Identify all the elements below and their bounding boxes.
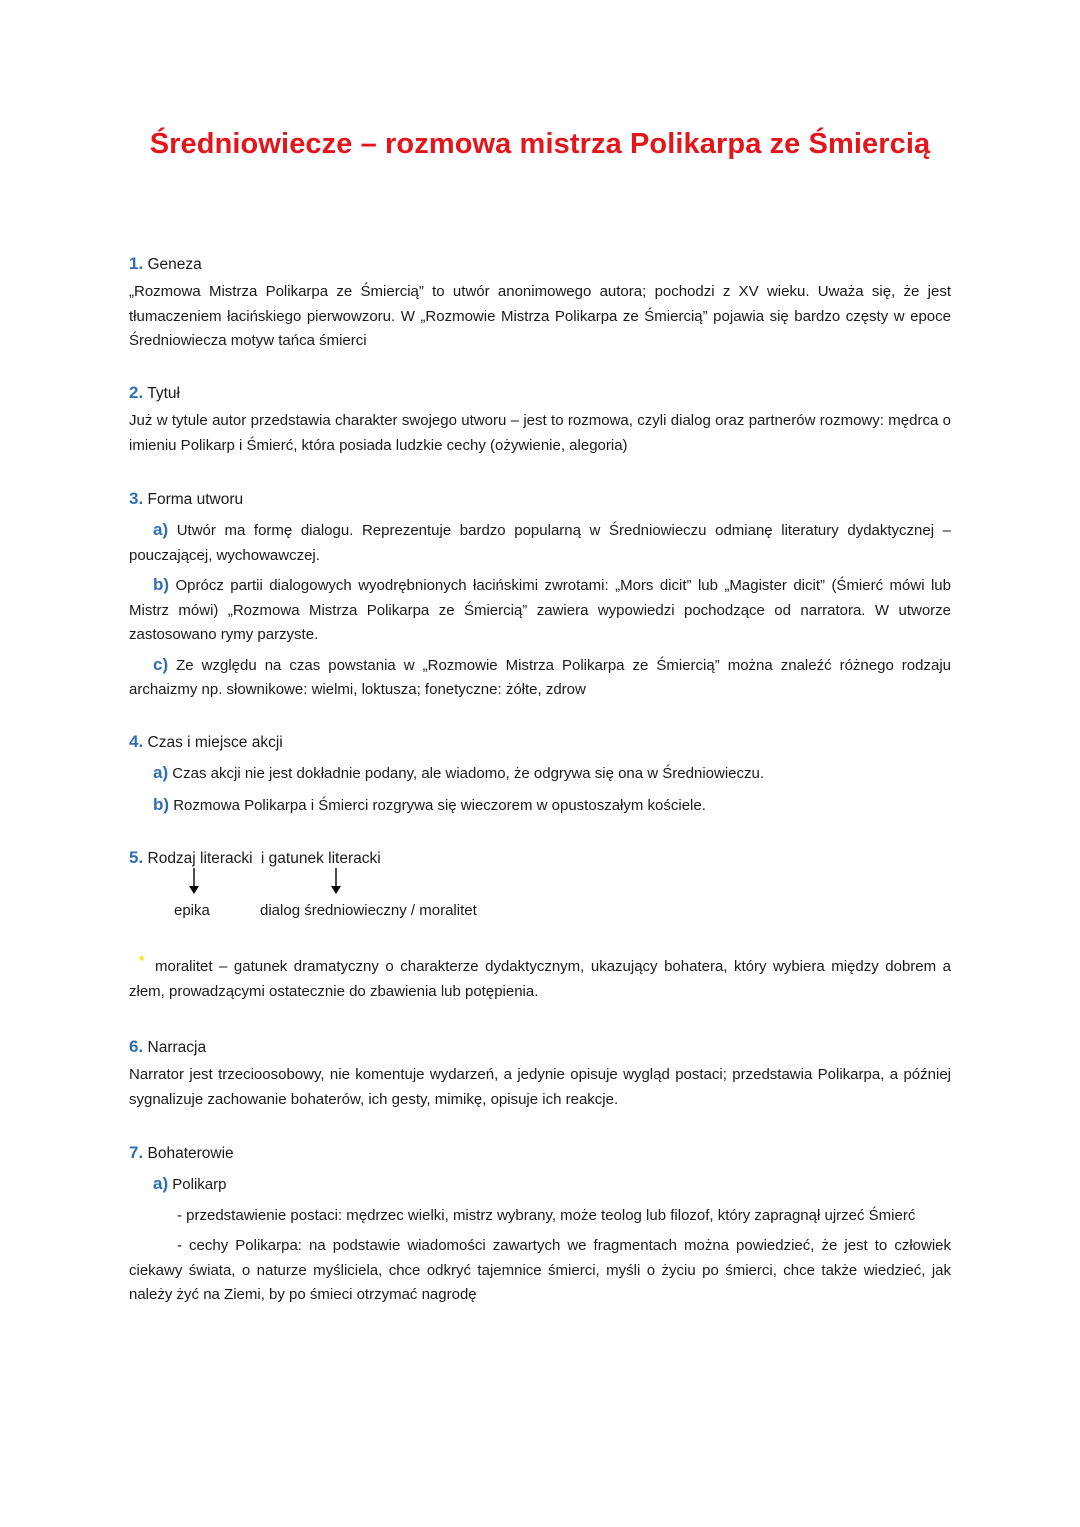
section-narracja <box>129 1037 951 1112</box>
section-number: 1. <box>129 254 144 273</box>
section-text: Narrator jest trzecioosobowy, nie komentuje wydarzeń, a jedynie opisuje wygląd postaci; przedstawia Polikarpa, a później sygnalizuje zachowanie bohaterów, ich gesty, mimikę, opisuje ich reakcje. <box>129 1066 951 1108</box>
section-title: Forma utworu <box>147 491 244 508</box>
item-letter: a) <box>153 520 169 539</box>
item-text: Oprócz partii dialogowych wyodrębnionych łacińskimi zwrotami: „Mors dicit” lub „Magister dicit” (Śmierć mówi lub Mistrz mówi) „Rozmowa Mistrza Polikarpa ze Śmiercią” zawiera wypowiedzi pochodzące od narratora. W utworze zastosowano rymy parzyste. <box>129 577 951 643</box>
list-item <box>129 761 951 787</box>
arrow-down-icon <box>187 866 201 896</box>
list-item: - cechy Polikarpa: na podstawie wiadomości zawartych we fragmentach można powiedzieć, że jest to człowiek ciekawy świata, o naturze myśliciela, chce odkryć tajemnice śmierci, myśli o życiu po śmierci, chce także wiedzieć, jak należy żyć na Ziemi, by po śmieci otrzymać nagrodę <box>129 1237 951 1303</box>
item-text: Ze względu na czas powstania w „Rozmowie Mistrza Polikarpa ze Śmiercią” można znaleźć różnego rodzaju archaizmy np. słownikowe: wielmi, loktusza; fonetyczne: żółte, zdrow <box>129 656 952 698</box>
section-forma-utworu <box>129 489 951 703</box>
item-letter: c) <box>153 654 169 674</box>
star-icon: * <box>139 952 145 968</box>
list-item <box>129 518 951 568</box>
item-letter: b) <box>153 794 170 814</box>
section-heading <box>129 383 951 404</box>
section-heading <box>129 1037 951 1058</box>
section-number: 7. <box>129 1143 144 1162</box>
section-number: 3. <box>129 489 144 508</box>
list-item <box>129 653 951 703</box>
section-number: 5. <box>129 848 144 867</box>
section-title: Czas i miejsce akcji <box>147 734 283 751</box>
list-item: - przedstawienie postaci: mędrzec wielki, mistrz wybrany, może teolog lub filozof, który zapragnął ujrzeć Śmierć <box>177 1206 916 1224</box>
section-rodzaj-gatunek <box>129 848 951 1008</box>
list-item <box>129 1172 951 1198</box>
section-bohaterowie <box>129 1143 951 1308</box>
list-item <box>129 573 951 648</box>
gatunek-value: dialog średniowieczny / moralitet <box>260 902 477 919</box>
section-heading <box>129 1143 951 1164</box>
list-item <box>129 793 951 819</box>
section-czas-i-miejsce <box>129 732 951 818</box>
rodzaj-value: epika <box>174 902 210 919</box>
section-text: „Rozmowa Mistrza Polikarpa ze Śmiercią” to utwór anonimowego autora; pochodzi z XV wieku. Uważa się, że jest tłumaczeniem łacińskiego pierwowzoru. W „Rozmowie Mistrza Polikarpa ze Śmiercią” pojawia się bardzo częsty w epoce Średniowiecza motyw tańca śmierci <box>129 283 951 349</box>
item-letter: a) <box>153 1174 169 1193</box>
item-letter: a) <box>153 763 169 782</box>
item-letter: b) <box>153 575 170 594</box>
section-number: 4. <box>129 732 144 751</box>
section-heading <box>129 254 951 275</box>
section-title-rodzaj: Rodzaj literacki <box>147 850 253 867</box>
section-number: 2. <box>129 383 144 402</box>
section-heading <box>129 848 951 869</box>
item-text: Rozmowa Polikarpa i Śmierci rozgrywa się wieczorem w opustoszałym kościele. <box>173 796 706 814</box>
section-number: 6. <box>129 1037 144 1056</box>
section-geneza <box>129 254 951 354</box>
section-title: Narracja <box>147 1039 207 1056</box>
arrow-down-icon <box>329 866 343 896</box>
page-title: Średniowiecze – rozmowa mistrza Polikarpa ze Śmiercią <box>149 128 931 160</box>
item-text: Czas akcji nie jest dokładnie podany, ale wiadomo, że odgrywa się ona w Średniowieczu. <box>172 765 765 782</box>
item-text: Polikarp <box>172 1176 227 1193</box>
footnote-text: moralitet – gatunek dramatyczny o charakterze dydaktycznym, ukazujący bohatera, który wybiera między dobrem a złem, prowadzącymi ostatecznie do zbawienia lub potępienia. <box>129 958 951 1000</box>
section-heading <box>129 489 951 510</box>
section-title-gatunek: i gatunek literacki <box>260 850 381 867</box>
section-tytul <box>129 383 951 458</box>
section-title: Geneza <box>147 256 202 273</box>
section-heading <box>129 732 951 753</box>
section-text: Już w tytule autor przedstawia charakter swojego utworu – jest to rozmowa, czyli dialog oraz partnerów rozmowy: mędrca o imieniu Polikarp i Śmierć, która posiada ludzkie cechy (ożywienie, alegoria) <box>129 412 951 454</box>
section-title: Bohaterowie <box>147 1145 234 1162</box>
section-title: Tytuł <box>147 385 180 402</box>
item-text: Utwór ma formę dialogu. Reprezentuje bardzo popularną w Średniowieczu odmianę literatury dydaktycznej – pouczającej, wychowawczej. <box>129 522 951 564</box>
